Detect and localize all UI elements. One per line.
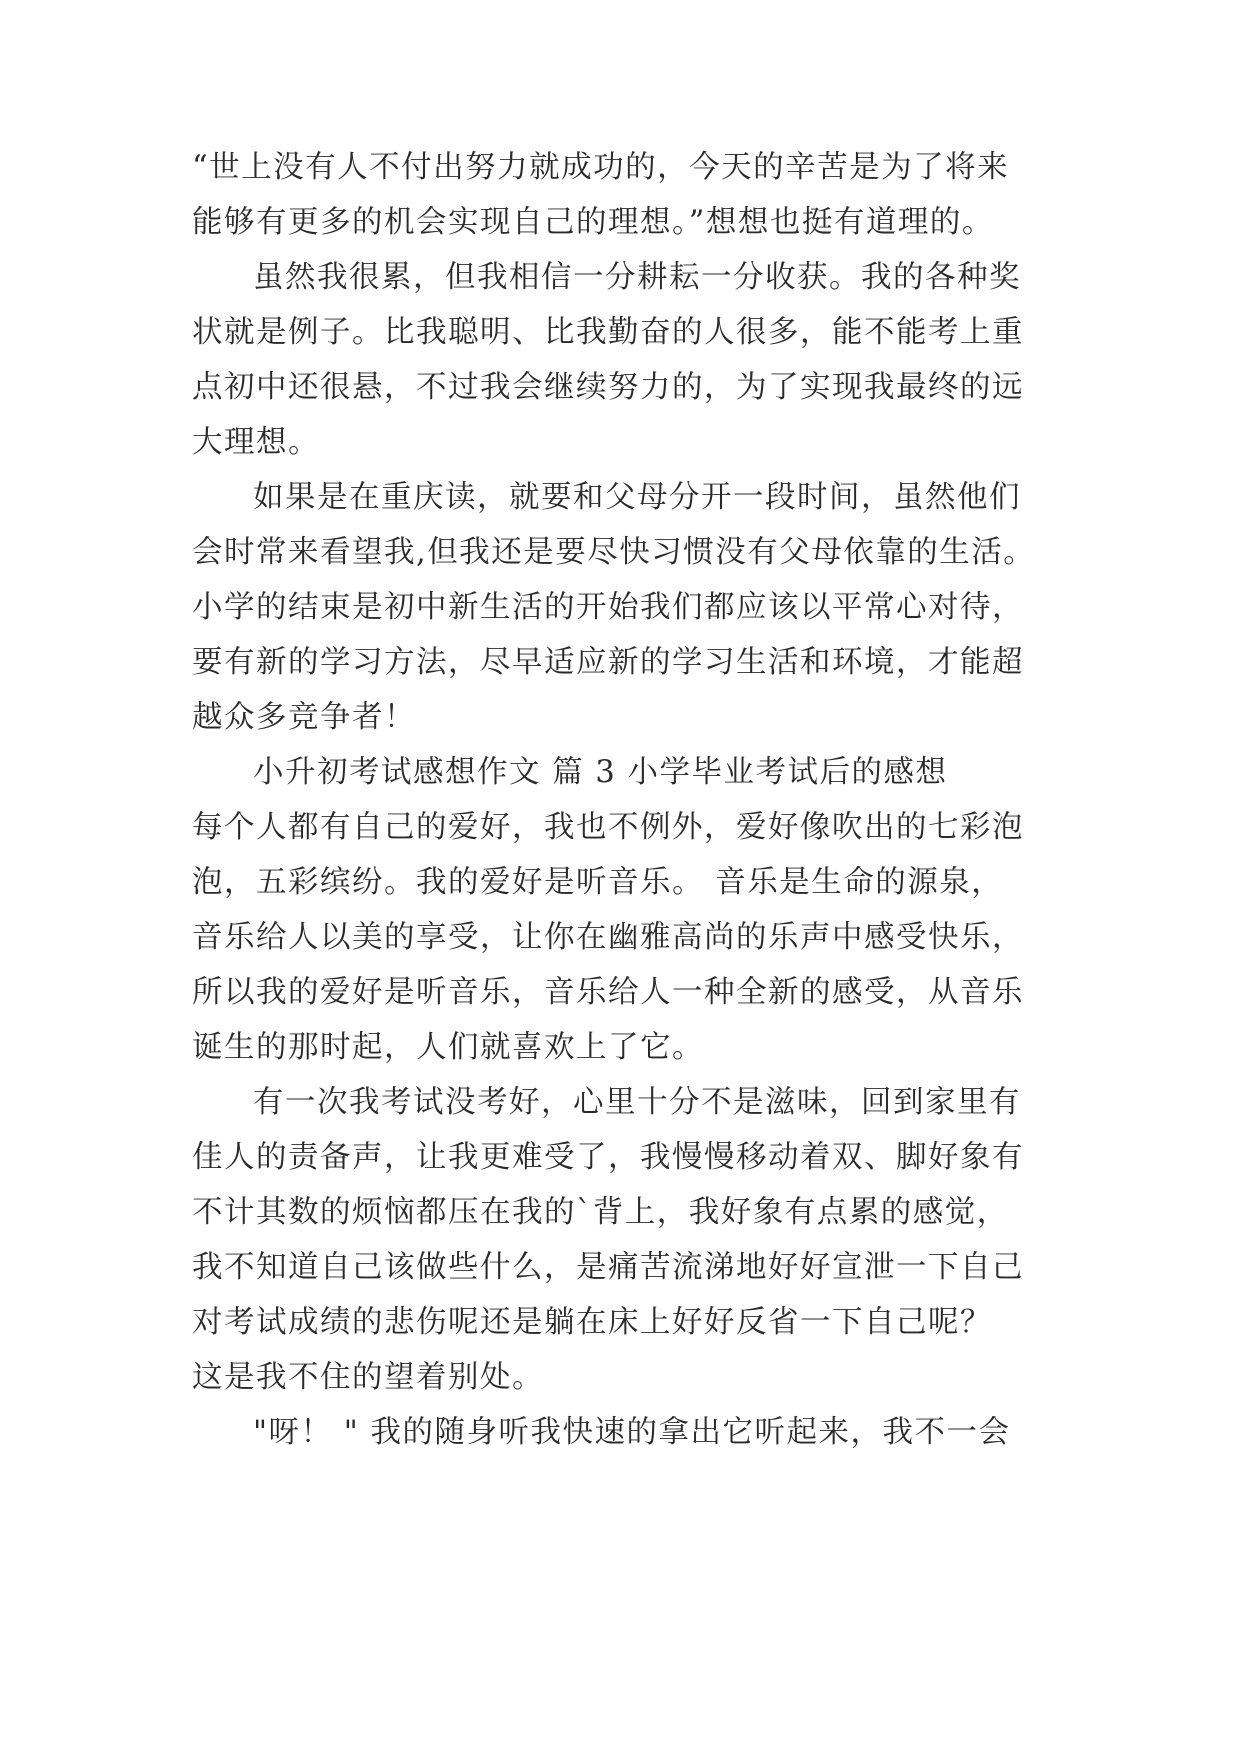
text-line: 我不知道自己该做些什么，是痛苦流涕地好好宣泄一下自己	[192, 1250, 1024, 1285]
section-heading-line: 小升初考试感想作文 篇 3 小学毕业考试后的感想	[253, 755, 948, 790]
text-line: 大理想。	[192, 425, 320, 460]
text-line: 虽然我很累，但我相信一分耕耘一分收获。我的各种奖	[253, 260, 1021, 295]
text-line: 越众多竞争者！	[192, 700, 416, 735]
text-line: “世上没有人不付出努力就成功的，今天的辛苦是为了将来	[192, 150, 1010, 185]
text-line: 状就是例子。比我聪明、比我勤奋的人很多，能不能考上重	[192, 315, 1024, 350]
text-line: 这是我不住的望着别处。	[192, 1360, 544, 1395]
text-line: 所以我的爱好是听音乐，音乐给人一种全新的感受，从音乐	[192, 975, 1024, 1010]
text-line: 不计其数的烦恼都压在我的`背上，我好象有点累的感觉，	[192, 1195, 1009, 1230]
text-line: 泡，五彩缤纷。我的爱好是听音乐。 音乐是生命的源泉，	[192, 865, 1004, 900]
text-line: 能够有更多的机会实现自己的理想。”想想也挺有道理的。	[192, 205, 994, 240]
text-line: 点初中还很悬，不过我会继续努力的，为了实现我最终的远	[192, 370, 1024, 405]
text-line: 要有新的学习方法，尽早适应新的学习生活和环境，才能超	[192, 645, 1024, 680]
text-line: 诞生的那时起，人们就喜欢上了它。	[192, 1030, 704, 1065]
text-line: 每个人都有自己的爱好，我也不例外，爱好像吹出的七彩泡	[192, 810, 1024, 845]
text-line: 如果是在重庆读，就要和父母分开一段时间，虽然他们	[253, 480, 1021, 515]
text-line: 音乐给人以美的享受，让你在幽雅高尚的乐声中感受快乐，	[192, 920, 1024, 955]
text-line: 小学的结束是初中新生活的开始我们都应该以平常心对待，	[192, 590, 1024, 625]
text-line: 对考试成绩的悲伤呢还是躺在床上好好反省一下自己呢？	[192, 1305, 992, 1340]
text-line: 佳人的责备声，让我更难受了，我慢慢移动着双、脚好象有	[192, 1140, 1024, 1175]
text-line: "呀！ " 我的随身听我快速的拿出它听起来，我不一会	[253, 1415, 1011, 1450]
text-line: 有一次我考试没考好，心里十分不是滋味，回到家里有	[253, 1085, 1021, 1120]
text-line: 会时常来看望我,但我还是要尽快习惯没有父母依靠的生活。	[192, 535, 1036, 570]
